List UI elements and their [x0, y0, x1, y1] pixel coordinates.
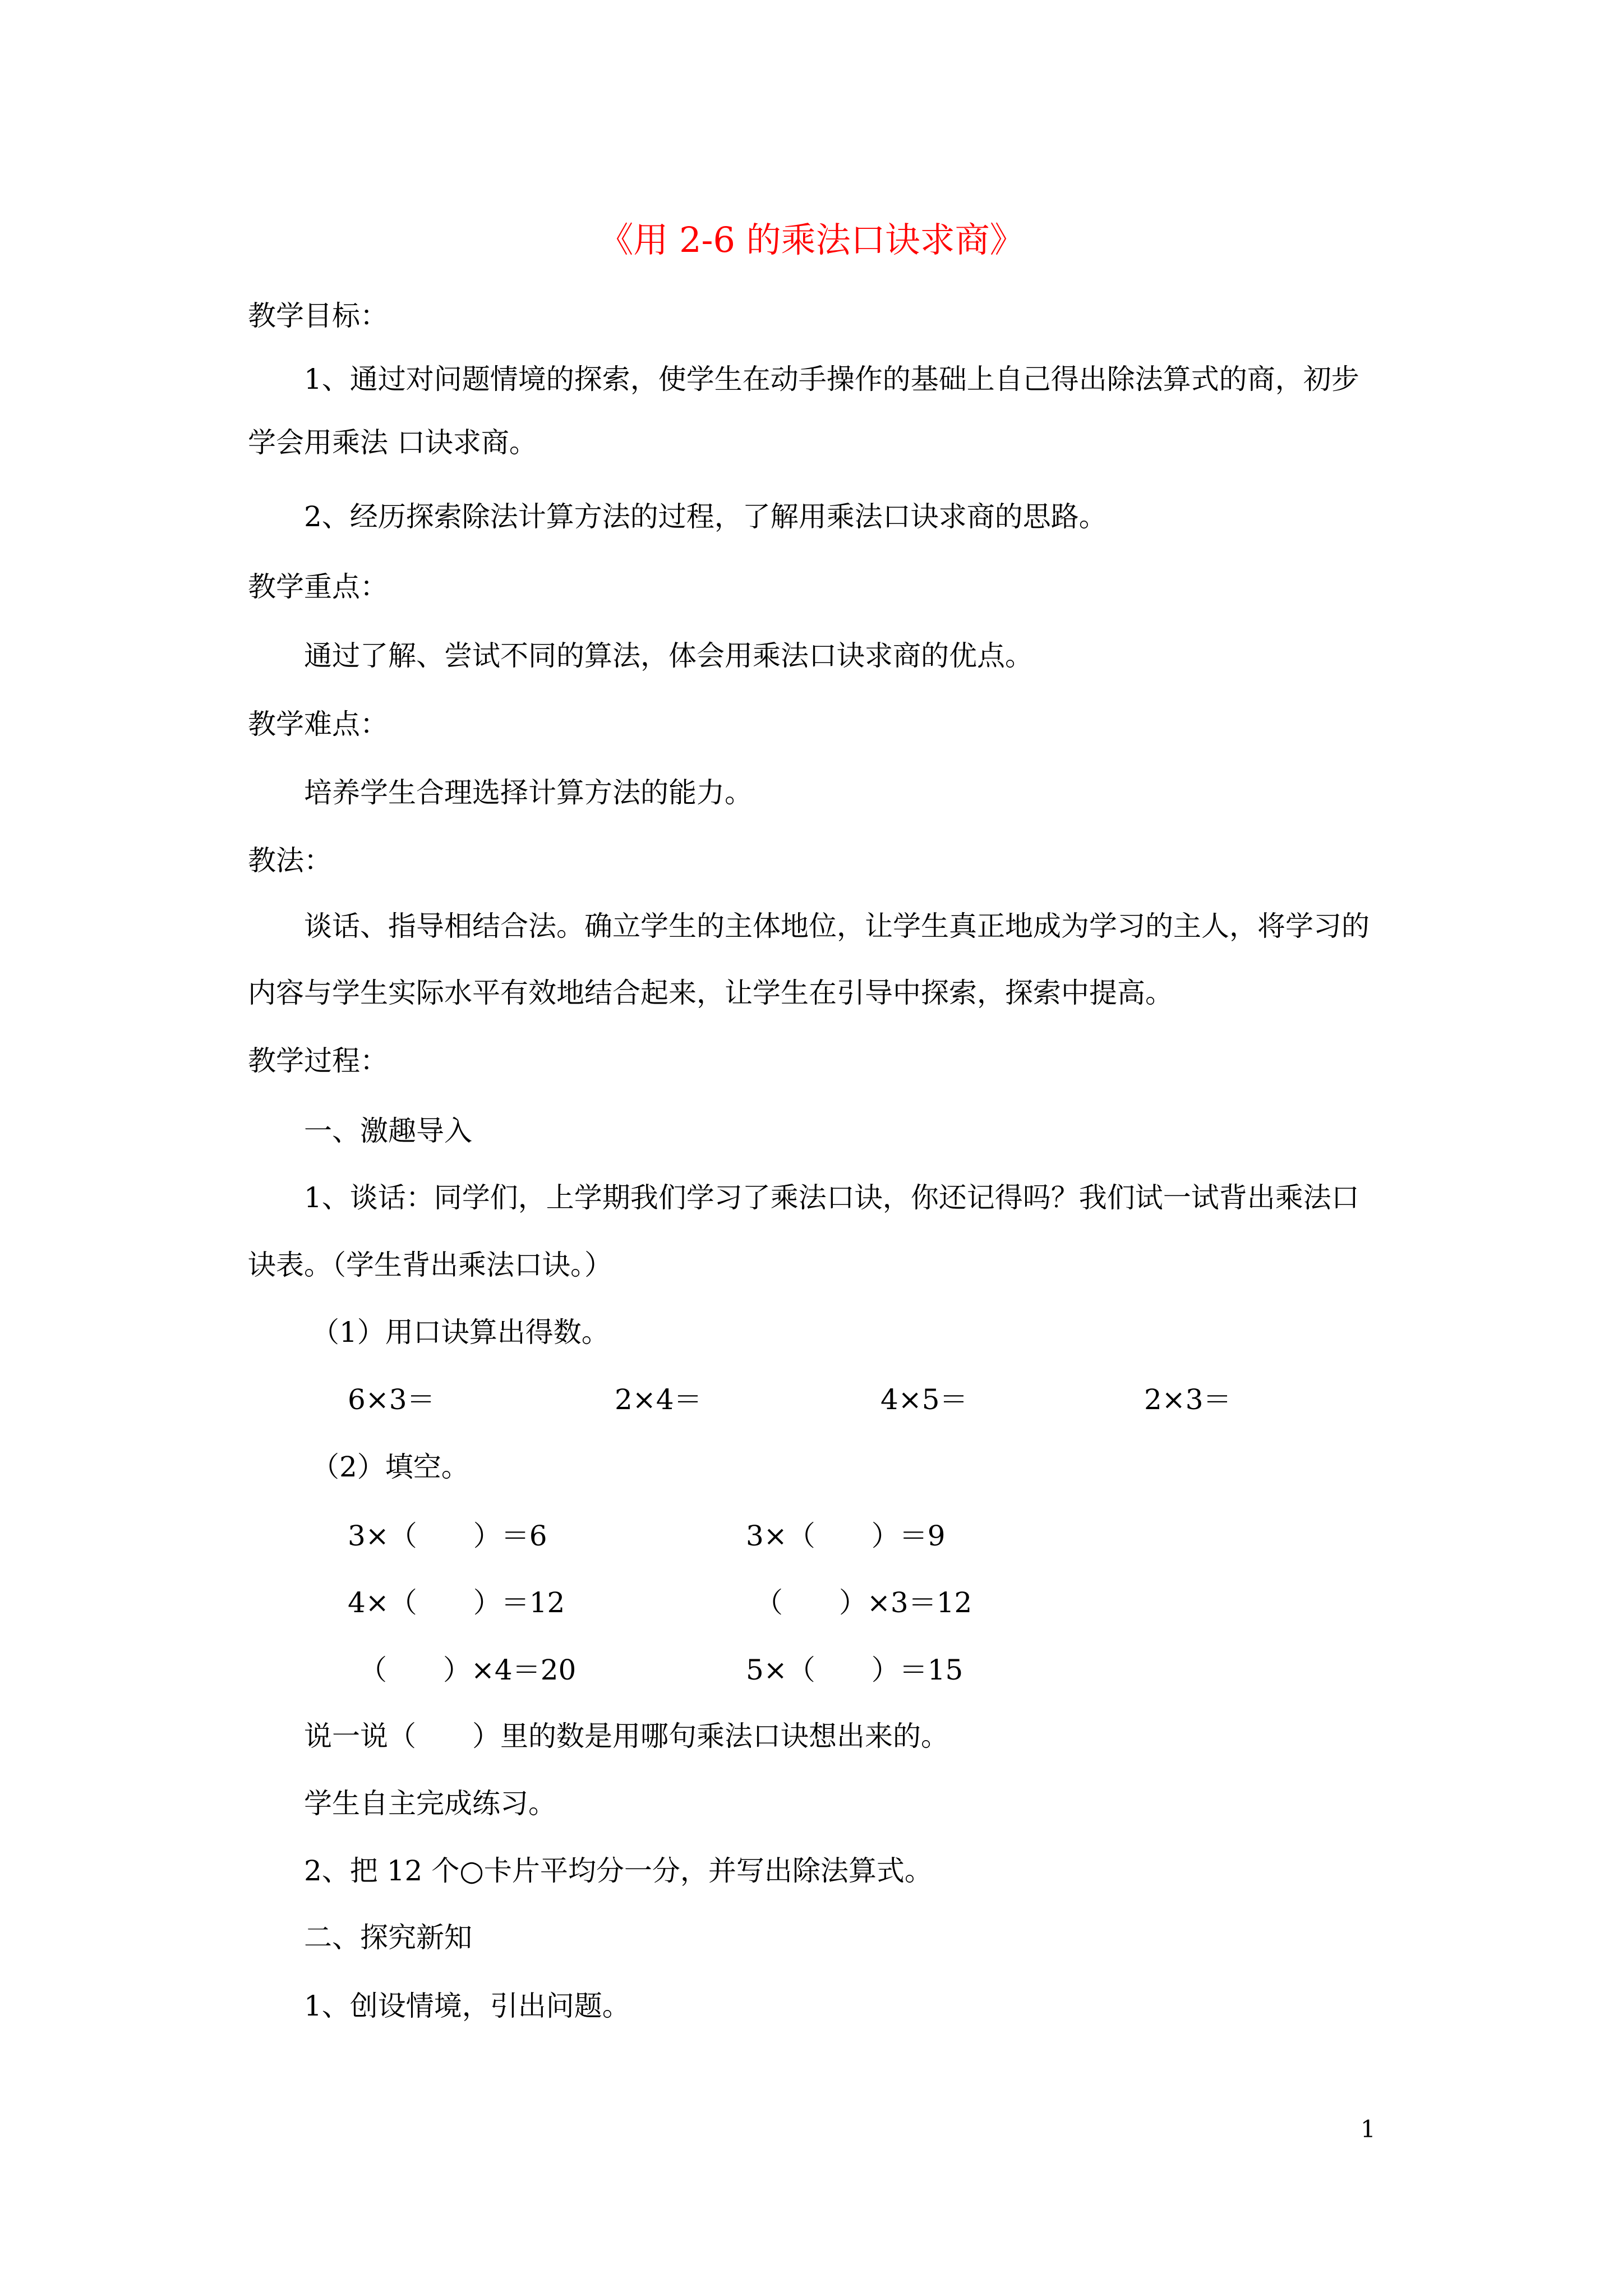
- part-1-heading: 一、激趣导入: [304, 1115, 472, 1147]
- page-number: 1: [1361, 2115, 1376, 2143]
- part-2-item-1: 1、创设情境，引出问题。: [304, 1990, 630, 2022]
- difficulty-label: 教学难点：: [248, 708, 388, 740]
- exercise-1-item: 2×4＝: [615, 1383, 702, 1416]
- talk-line-1: 1、谈话：同学们，上学期我们学习了乘法口诀，你还记得吗？我们试一试背出乘法口: [304, 1181, 1359, 1214]
- fill-blank-item: （ ）×3＝12: [755, 1586, 972, 1619]
- fill-blank-item: 4×（ ）＝12: [348, 1586, 565, 1619]
- fill-blank-item: 3×（ ）＝6: [348, 1520, 547, 1552]
- exercise-1-item: 4×5＝: [880, 1383, 968, 1416]
- part-2-heading: 二、探究新知: [304, 1921, 472, 1954]
- objective-1-line-1: 1、通过对问题情境的探索，使学生在动手操作的基础上自己得出除法算式的商，初步: [304, 363, 1359, 395]
- difficulty-text: 培养学生合理选择计算方法的能力。: [304, 776, 753, 809]
- document-title: 《用 2-6 的乘法口诀求商》: [598, 219, 1025, 260]
- exercise-2-label: （2）填空。: [311, 1451, 469, 1483]
- objectives-label: 教学目标：: [248, 300, 388, 332]
- talk-line-2: 诀表。（学生背出乘法口诀。）: [248, 1249, 612, 1281]
- method-line-2: 内容与学生实际水平有效地结合起来，让学生在引导中探索，探索中提高。: [248, 977, 1173, 1009]
- method-line-1: 谈话、指导相结合法。确立学生的主体地位，让学生真正地成为学习的主人，将学习的: [304, 910, 1370, 942]
- key-point-label: 教学重点：: [248, 570, 388, 603]
- exercise-1-item: 6×3＝: [348, 1383, 435, 1416]
- cards-task: 2、把 12 个○卡片平均分一分，并写出除法算式。: [304, 1855, 933, 1887]
- self-practice: 学生自主完成练习。: [304, 1787, 556, 1820]
- fill-blank-item: 5×（ ）＝15: [746, 1654, 963, 1686]
- say-prompt: 说一说（ ）里的数是用哪句乘法口诀想出来的。: [304, 1720, 949, 1752]
- fill-blank-item: 3×（ ）＝9: [746, 1520, 946, 1552]
- exercise-1-item: 2×3＝: [1144, 1383, 1232, 1416]
- method-label: 教法：: [248, 844, 332, 877]
- process-label: 教学过程：: [248, 1045, 388, 1077]
- objective-1-line-2: 学会用乘法 口诀求商。: [248, 426, 537, 459]
- key-point-text: 通过了解、尝试不同的算法，体会用乘法口诀求商的优点。: [304, 639, 1033, 672]
- objective-2: 2、经历探索除法计算方法的过程，了解用乘法口诀求商的思路。: [304, 500, 1107, 533]
- fill-blank-item: （ ）×4＝20: [359, 1654, 577, 1686]
- exercise-1-label: （1）用口诀算出得数。: [311, 1316, 610, 1349]
